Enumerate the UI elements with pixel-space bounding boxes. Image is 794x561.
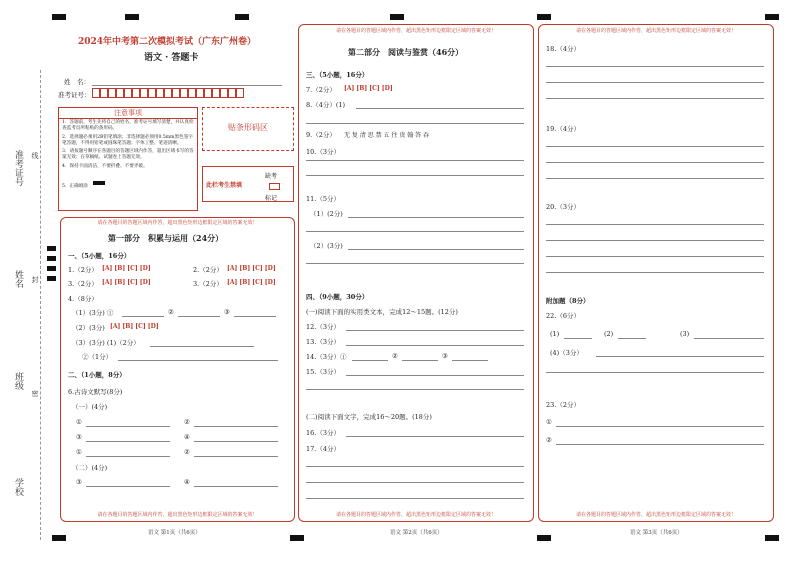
q2-choices[interactable]: [A] [B] [C] [D] <box>227 265 276 272</box>
page-footer: 语文 第1页（共6页） <box>148 530 201 536</box>
exam-no-digit-box[interactable] <box>92 88 100 98</box>
answer-line[interactable] <box>546 98 764 99</box>
exam-no-digit-box[interactable] <box>188 88 196 98</box>
q11-2-label: （2）(3分) <box>310 242 343 250</box>
q6-circ: ② <box>184 418 190 426</box>
side-label-line: 线 <box>31 152 39 159</box>
side-label-close: 密 <box>31 390 39 397</box>
alignment-mark <box>765 14 779 20</box>
exam-no-digit-box[interactable] <box>124 88 132 98</box>
notes-box <box>58 107 198 211</box>
q4-3-sub2: ②（1分） <box>82 353 113 361</box>
q23-label: 23.（2分） <box>546 401 580 409</box>
notes-title: 注意事项 <box>59 108 197 119</box>
answer-line[interactable] <box>122 316 164 317</box>
side-label-school: 学校 <box>13 478 23 496</box>
answer-line[interactable] <box>546 240 764 241</box>
q22-2-label: (2) <box>604 330 614 338</box>
answer-line[interactable] <box>306 175 524 176</box>
q6-1-label: （一）(4分) <box>72 403 108 411</box>
alignment-mark <box>47 246 56 251</box>
q7-choices[interactable]: [A] [B] [C] [D] <box>344 85 393 92</box>
q6-circ: ④ <box>184 433 190 441</box>
alignment-mark <box>47 256 56 261</box>
q4-3-label: （3）(3分) (1)（2分） <box>72 339 140 347</box>
q7-label: 7.（2分） <box>306 86 336 94</box>
barcode-area <box>202 107 294 151</box>
q4-2-choices[interactable]: [A] [B] [C] [D] <box>110 323 159 330</box>
answer-line[interactable] <box>306 123 524 124</box>
exam-no-digit-box[interactable] <box>220 88 228 98</box>
answer-line[interactable] <box>556 426 764 427</box>
q1-label: 1.（2分） <box>68 266 98 274</box>
part1-section2: 二、（1小题，8分） <box>68 371 126 379</box>
q12-label: 12.（3分） <box>306 323 340 331</box>
exam-no-digit-box[interactable] <box>212 88 220 98</box>
q17-label: 17.（4分） <box>306 445 340 453</box>
q3-choices[interactable]: [A] [B] [C] [D] <box>102 279 151 286</box>
side-label-class: 班级 <box>13 372 23 390</box>
answer-line[interactable] <box>86 441 170 442</box>
page-title: 2024年中考第二次模拟考试（广东广州卷） <box>78 37 257 47</box>
answer-line[interactable] <box>150 346 254 347</box>
answer-line[interactable] <box>596 356 764 357</box>
exam-no-digit-box[interactable] <box>132 88 140 98</box>
answer-line[interactable] <box>306 263 524 264</box>
answer-line[interactable] <box>356 108 524 109</box>
answer-line[interactable] <box>546 256 764 257</box>
q4-2-label: （2）(3分) <box>72 324 105 332</box>
answer-line[interactable] <box>194 426 278 427</box>
q23-circ2: ② <box>546 436 552 444</box>
reading2-instructions: (二)阅读下面文字，完成16～20题。(18分) <box>306 413 432 421</box>
page-subtitle: 语文 · 答题卡 <box>144 53 199 63</box>
answer-line[interactable] <box>194 441 278 442</box>
q22-1-label: (1) <box>550 330 560 338</box>
q6-circ: ③ <box>76 478 82 486</box>
q4-label: 3.（2分） <box>193 280 223 288</box>
answer-line[interactable] <box>86 486 170 487</box>
exam-no-digit-box[interactable] <box>236 88 244 98</box>
q11-1-label: （1）(2分) <box>310 210 343 218</box>
q22-label: 22.（6分） <box>546 312 580 320</box>
answer-line[interactable] <box>306 231 524 232</box>
alignment-mark <box>537 14 551 20</box>
q16-label: 16.（3分） <box>306 429 340 437</box>
alignment-mark <box>765 535 779 541</box>
side-label-name: 姓名 <box>13 270 23 288</box>
reading1-instructions: (一)阅读下面的实用类文本，完成12～15题。(12分) <box>306 308 458 316</box>
q6-2-label: （二）(4分) <box>72 464 108 472</box>
q4-choices[interactable]: [A] [B] [C] [D] <box>227 279 276 286</box>
answer-line[interactable] <box>546 372 764 373</box>
answer-line[interactable] <box>234 316 276 317</box>
exam-no-digit-box[interactable] <box>164 88 172 98</box>
exam-no-digit-box[interactable] <box>172 88 180 98</box>
answer-line[interactable] <box>402 360 438 361</box>
answer-line[interactable] <box>546 178 764 179</box>
q9-label: 9.（2分） <box>306 131 336 139</box>
exam-no-digit-box[interactable] <box>140 88 148 98</box>
warning-text: 请在各题目的答题区域内作答，超出黑色矩形边框限定区域的答案无效！ <box>335 28 496 34</box>
exam-no-digit-box[interactable] <box>204 88 212 98</box>
q13-label: 13.（3分） <box>306 338 340 346</box>
alignment-mark <box>52 535 66 541</box>
answer-line[interactable] <box>556 444 764 445</box>
answer-line[interactable] <box>86 426 170 427</box>
q6-circ: ③ <box>76 433 82 441</box>
q22-4-label: (4)（3分） <box>550 349 583 357</box>
part2-section3: 三、（5小题，16分） <box>306 71 369 79</box>
q1-choices[interactable]: [A] [B] [C] [D] <box>102 265 151 272</box>
answer-line[interactable] <box>86 456 170 457</box>
absent-label: 此栏考生禁填 <box>206 182 243 189</box>
answer-line[interactable] <box>346 375 524 376</box>
answer-line[interactable] <box>346 345 524 346</box>
notes-item: 2．选择题必须用2B铅笔填涂；非选择题必须用0.5mm黑色签字笔答题，不得用铅笔或圆珠笔答题；字体工整、笔迹清晰。 <box>62 134 193 146</box>
answer-line[interactable] <box>348 217 524 218</box>
part2-section4: 四、（9小题，30分） <box>306 293 369 301</box>
q6-label: 6.古诗文默写(8分) <box>68 388 123 396</box>
side-label-seal: 封 <box>31 276 39 283</box>
alignment-mark <box>390 14 404 20</box>
part1-title: 第一部分 积累与运用（24分） <box>108 233 224 243</box>
warning-text: 请在各题目的答题区域内作答，超出黑色矩形边框限定区域的答案无效！ <box>575 28 736 34</box>
q6-circ: ① <box>76 448 82 456</box>
answer-line[interactable] <box>306 160 524 161</box>
answer-line[interactable] <box>306 498 524 499</box>
answer-line[interactable] <box>306 466 524 467</box>
exam-no-digit-box[interactable] <box>100 88 108 98</box>
extra-section: 附加题（8分） <box>546 297 590 305</box>
exam-no-label: 准考证号： <box>58 91 91 99</box>
q8-label: 8.（4分）(1) <box>306 101 346 109</box>
q14-circ2: ② <box>392 352 398 360</box>
q9-chars: 无 复 清 思 禁 五 往 贵 翰 答 吞 <box>344 132 430 139</box>
page-footer: 语文 第3页（共6页） <box>630 530 683 536</box>
q10-label: 10.（3分） <box>306 148 340 156</box>
q11-label: 11.（5分） <box>306 195 340 203</box>
alignment-mark <box>235 14 249 20</box>
q4-group-label: 4.（8分） <box>68 295 98 303</box>
notes-item: 4．保持卡面清洁，不要折叠、不要弄破。 <box>62 163 148 169</box>
q4-1-circ2: ② <box>168 308 174 316</box>
name-label: 姓 名： <box>64 78 90 86</box>
answer-line[interactable] <box>348 249 524 250</box>
answer-line[interactable] <box>346 436 524 437</box>
q3-label: 3.（2分） <box>68 280 98 288</box>
answer-line[interactable] <box>618 338 646 339</box>
answer-line[interactable] <box>546 224 764 225</box>
absent-checkbox[interactable] <box>269 183 280 190</box>
answer-line[interactable] <box>346 330 524 331</box>
q4-1-label: （1）(3分) ① <box>72 309 114 317</box>
warning-text: 请在各题目的答题区域内作答，超出黑色矩形边框限定区域的答案无效！ <box>575 512 736 518</box>
q14-label: 14.（3分）① <box>306 353 347 361</box>
answer-line[interactable] <box>694 338 764 339</box>
q19-label: 19.（4分） <box>546 125 580 133</box>
side-label-exam-no: 准考证号 <box>13 150 23 186</box>
alignment-mark <box>290 535 304 541</box>
alignment-mark <box>537 535 551 541</box>
q22-3-label: (3) <box>680 330 690 338</box>
answer-line[interactable] <box>118 360 278 361</box>
answer-line[interactable] <box>194 486 278 487</box>
absent-box <box>202 166 294 202</box>
q2-label: 2.（2分） <box>193 266 223 274</box>
answer-line[interactable] <box>546 272 764 273</box>
exam-no-digit-box[interactable] <box>180 88 188 98</box>
alignment-mark <box>52 14 66 20</box>
q6-circ: ② <box>184 448 190 456</box>
q6-circ: ① <box>76 418 82 426</box>
exam-no-digit-box[interactable] <box>108 88 116 98</box>
notes-item: 3．请按题号顺序在各题目的答题区域内作答，超出区域书写的答案无效；在草稿纸、试题卷上答题无效。 <box>62 149 194 161</box>
fill-sample-icon <box>93 181 105 185</box>
warning-text: 请在各题目的答题区域内作答，超出黑色矩形边框限定区域的答案无效！ <box>97 512 258 518</box>
warning-text: 请在各题目的答题区域内作答，超出黑色矩形边框限定区域的答案无效！ <box>335 512 496 518</box>
alignment-mark <box>47 276 56 281</box>
part2-title: 第二部分 阅读与鉴赏（46分） <box>348 47 464 57</box>
answer-line[interactable] <box>452 360 488 361</box>
exam-no-digit-box[interactable] <box>156 88 164 98</box>
exam-no-digit-box[interactable] <box>116 88 124 98</box>
cut-line <box>40 70 41 540</box>
answer-line[interactable] <box>352 360 388 361</box>
exam-no-digit-box[interactable] <box>196 88 204 98</box>
q6-circ: ④ <box>184 478 190 486</box>
answer-line[interactable] <box>546 66 764 67</box>
absent-mark-text: 标记 <box>265 195 278 202</box>
answer-line[interactable] <box>546 146 764 147</box>
name-field[interactable] <box>92 85 282 86</box>
exam-no-digit-box[interactable] <box>228 88 236 98</box>
warning-text: 请在各题目的答题区域内作答，超出黑色矩形边框限定区域的答案无效！ <box>97 220 258 226</box>
q23-circ1: ① <box>546 418 552 426</box>
part1-section1: 一、（5小题，16分） <box>68 252 131 260</box>
alignment-mark <box>125 14 139 20</box>
notes-item-fill <box>59 171 197 192</box>
q18-label: 18.（4分） <box>546 45 580 53</box>
notes-item: 5．正确填涂 <box>62 184 88 190</box>
absent-mark-text: 缺考 <box>265 173 278 180</box>
answer-line[interactable] <box>546 162 764 163</box>
q20-label: 20.（3分） <box>546 203 580 211</box>
answer-line[interactable] <box>178 316 220 317</box>
exam-no-digit-box[interactable] <box>148 88 156 98</box>
answer-line[interactable] <box>306 482 524 483</box>
answer-line[interactable] <box>306 389 524 390</box>
alignment-mark <box>47 266 56 271</box>
q14-circ3: ③ <box>442 352 448 360</box>
answer-line[interactable] <box>194 456 278 457</box>
page-footer: 语文 第2页（共6页） <box>390 530 443 536</box>
q15-label: 15.（3分） <box>306 368 340 376</box>
barcode-label: 贴条形码区 <box>228 123 268 132</box>
q4-1-circ3: ③ <box>224 308 230 316</box>
answer-line[interactable] <box>546 82 764 83</box>
notes-item: 1．答题前，考生先将自己的姓名，准考证号填写清楚，并认真检查监考员所粘贴的条形码。 <box>62 120 194 132</box>
answer-line[interactable] <box>564 338 592 339</box>
